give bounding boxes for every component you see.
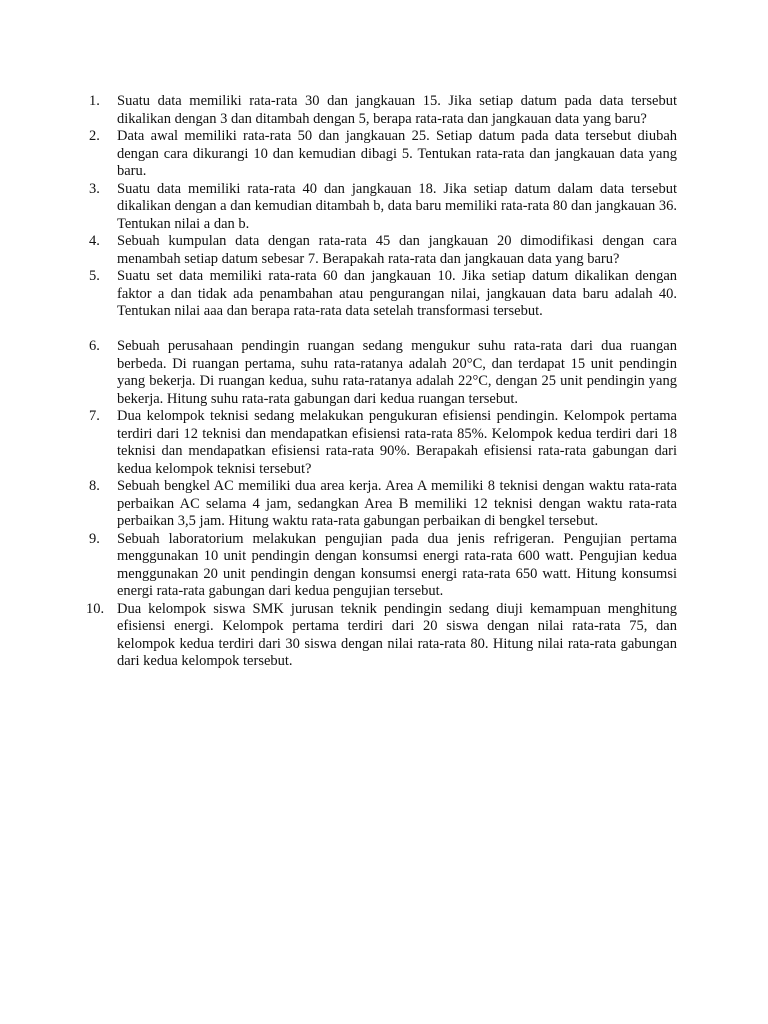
question-text: Suatu set data memiliki rata-rata 60 dan jangkauan 10. Jika setiap datum dikalikan dengan faktor a dan tidak ada penambahan atau pengurangan nilai, jangkauan data baru adalah 40. Tentukan nilai aaa dan berapa rata-rata data setelah transformasi tersebut.: [117, 268, 677, 319]
question-number: 1.: [89, 93, 100, 109]
question-number: 9.: [89, 530, 100, 547]
question-item-7: [86, 408, 677, 478]
question-number: 2.: [89, 128, 100, 144]
question-item-9: [86, 531, 677, 601]
question-number: 5.: [89, 268, 100, 284]
question-item-3: [86, 181, 677, 234]
question-item-8: [86, 478, 677, 531]
question-number: 7.: [89, 408, 100, 424]
question-number: 8.: [89, 478, 100, 494]
question-number: 4.: [89, 233, 100, 249]
question-item-10: [86, 601, 677, 671]
question-text: Dua kelompok teknisi sedang melakukan pengukuran efisiensi pendingin. Kelompok pertama terdiri dari 12 teknisi dan mendapatkan efisiensi rata-rata 85%. Kelompok kedua terdiri dari 18 teknisi dan mendapatkan efisiensi rata-rata 90%. Berapakah efisiensi rata-rata gabungan dari kedua kelompok teknisi tersebut?: [117, 408, 677, 477]
question-text: Suatu data memiliki rata-rata 40 dan jangkauan 18. Jika setiap datum dalam data tersebut dikalikan dengan a dan kemudian ditambah b, data baru memiliki rata-rata 80 dan jangkauan 36. Tentukan nilai a dan b.: [117, 180, 677, 232]
question-number: 10.: [86, 600, 105, 617]
question-text: Dua kelompok siswa SMK jurusan teknik pendingin sedang diuji kemampuan menghitung efisiensi energi. Kelompok pertama terdiri dari 20 siswa dengan nilai rata-rata 75, dan kelompok kedua terdiri dari 30 siswa dengan nilai rata-rata 80. Hitung nilai rata-rata gabungan dari kedua kelompok tersebut.: [117, 600, 677, 669]
question-text: Sebuah perusahaan pendingin ruangan sedang mengukur suhu rata-rata dari dua ruangan berbeda. Di ruangan pertama, suhu rata-ratanya adalah 20°C, dan terdapat 15 unit pendingin yang bekerja. Di ruangan kedua, suhu rata-ratanya adalah 22°C, dengan 25 unit pendingin yang bekerja. Hitung suhu rata-rata gabungan dari kedua ruangan tersebut.: [117, 338, 677, 407]
question-number: 3.: [89, 180, 100, 197]
question-item-6: [86, 338, 677, 408]
question-text: Sebuah bengkel AC memiliki dua area kerja. Area A memiliki 8 teknisi dengan waktu rata-rata perbaikan AC selama 4 jam, sedangkan Area B memiliki 12 teknisi dengan waktu rata-rata perbaikan 3,5 jam. Hitung waktu rata-rata gabungan perbaikan di bengkel tersebut.: [117, 478, 677, 529]
question-item-2: [86, 128, 677, 181]
question-item-4: [86, 233, 677, 268]
question-text: Sebuah kumpulan data dengan rata-rata 45 dan jangkauan 20 dimodifikasi dengan cara menambah setiap datum sebesar 7. Berapakah rata-rata dan jangkauan data yang baru?: [117, 233, 677, 267]
question-text: Sebuah laboratorium melakukan pengujian pada dua jenis refrigeran. Pengujian pertama menggunakan 10 unit pendingin dengan konsumsi energi rata-rata 600 watt. Pengujian kedua menggunakan 20 unit pendingin dengan konsumsi energi rata-rata 650 watt. Hitung konsumsi energi rata-rata gabungan dari kedua pengujian tersebut.: [117, 530, 677, 599]
question-item-1: [86, 93, 677, 128]
question-item-5: [86, 268, 677, 321]
question-list: [86, 93, 677, 671]
question-text: Suatu data memiliki rata-rata 30 dan jangkauan 15. Jika setiap datum pada data tersebut dikalikan dengan 3 dan ditambah dengan 5, berapa rata-rata dan jangkauan data yang baru?: [117, 93, 677, 127]
question-number: 6.: [89, 338, 100, 354]
question-text: Data awal memiliki rata-rata 50 dan jangkauan 25. Setiap datum pada data tersebut diubah dengan cara dikurangi 10 dan kemudian dibagi 5. Tentukan rata-rata dan jangkauan data yang baru.: [117, 128, 677, 179]
